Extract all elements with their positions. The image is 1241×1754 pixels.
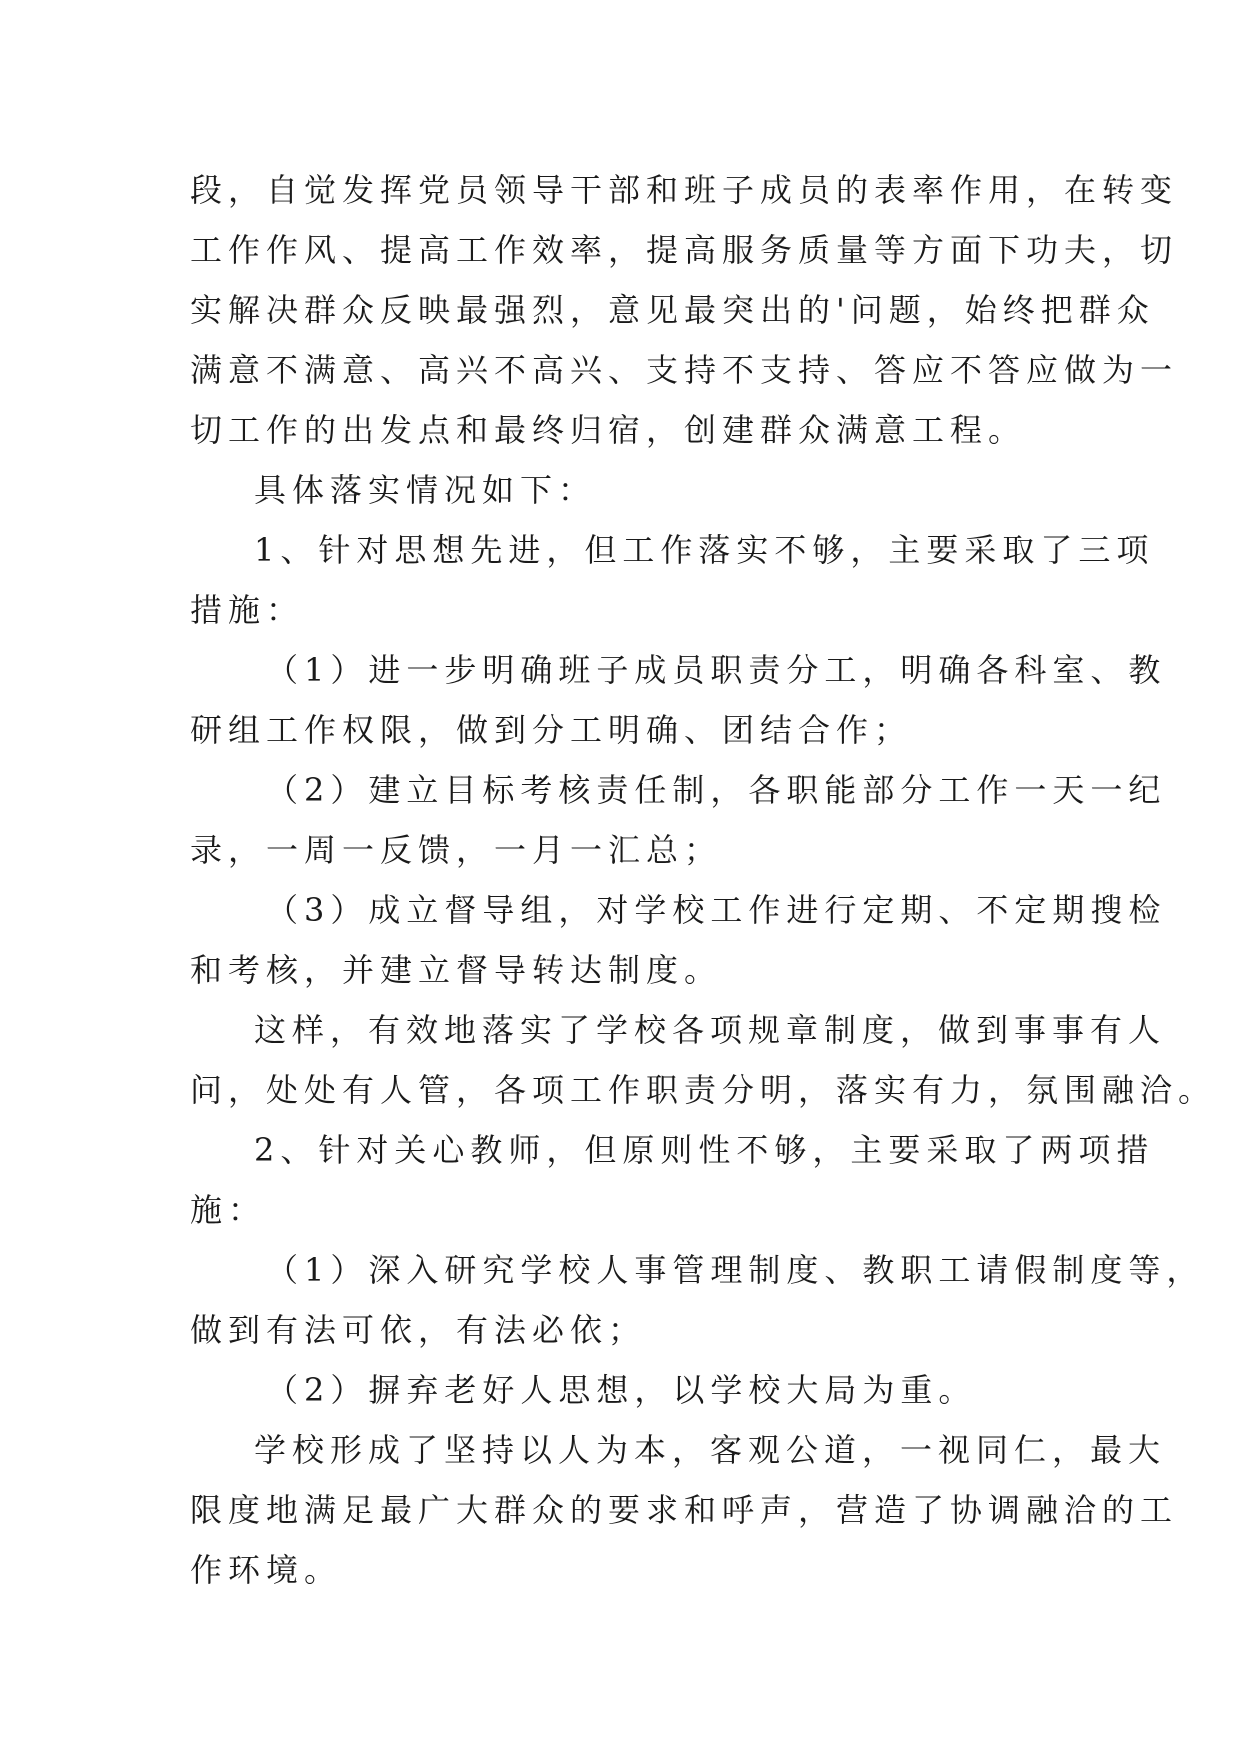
text-line: 切工作的出发点和最终归宿，创建群众满意工程。 — [190, 411, 1027, 449]
text-line: 2、针对关心教师，但原则性不够，主要采取了两项措 — [254, 1131, 1155, 1169]
text-line: 录，一周一反馈，一月一汇总； — [190, 831, 723, 869]
text-line: 这样，有效地落实了学校各项规章制度，做到事事有人 — [254, 1011, 1167, 1049]
text-line: （2）建立目标考核责任制，各职能部分工作一天一纪 — [266, 771, 1167, 809]
text-line: （3）成立督导组，对学校工作进行定期、不定期搜检 — [266, 891, 1167, 929]
text-line: 工作作风、提高工作效率，提高服务质量等方面下功夫，切 — [190, 231, 1179, 269]
text-line: 1、针对思想先进，但工作落实不够，主要采取了三项 — [254, 531, 1155, 569]
text-line: 段，自觉发挥党员领导干部和班子成员的表率作用，在转变 — [190, 171, 1179, 209]
document-body — [190, 160, 1217, 1600]
text-line: 做到有法可依，有法必依； — [190, 1311, 647, 1349]
text-line: 作环境。 — [190, 1551, 343, 1589]
text-line: 学校形成了坚持以人为本，客观公道，一视同仁，最大 — [254, 1431, 1167, 1469]
text-line: （2）摒弃老好人思想，以学校大局为重。 — [266, 1371, 977, 1409]
text-line: （1）深入研究学校人事管理制度、教职工请假制度等， — [266, 1251, 1205, 1289]
text-line: 和考核，并建立督导转达制度。 — [190, 951, 723, 989]
text-line: 具体落实情况如下： — [254, 471, 597, 509]
text-line: 满意不满意、高兴不高兴、支持不支持、答应不答应做为一 — [190, 351, 1179, 389]
text-line: 限度地满足最广大群众的要求和呼声，营造了协调融洽的工 — [190, 1491, 1179, 1529]
text-line: 研组工作权限，做到分工明确、团结合作； — [190, 711, 913, 749]
text-line: 问，处处有人管，各项工作职责分明，落实有力，氛围融洽。 — [190, 1071, 1217, 1109]
text-line: 措施： — [190, 591, 305, 629]
text-line: （1）进一步明确班子成员职责分工，明确各科室、教 — [266, 651, 1167, 689]
text-line: 实解决群众反映最强烈，意见最突出的'问题，始终把群众 — [190, 291, 1155, 329]
text-line: 施： — [190, 1191, 267, 1229]
